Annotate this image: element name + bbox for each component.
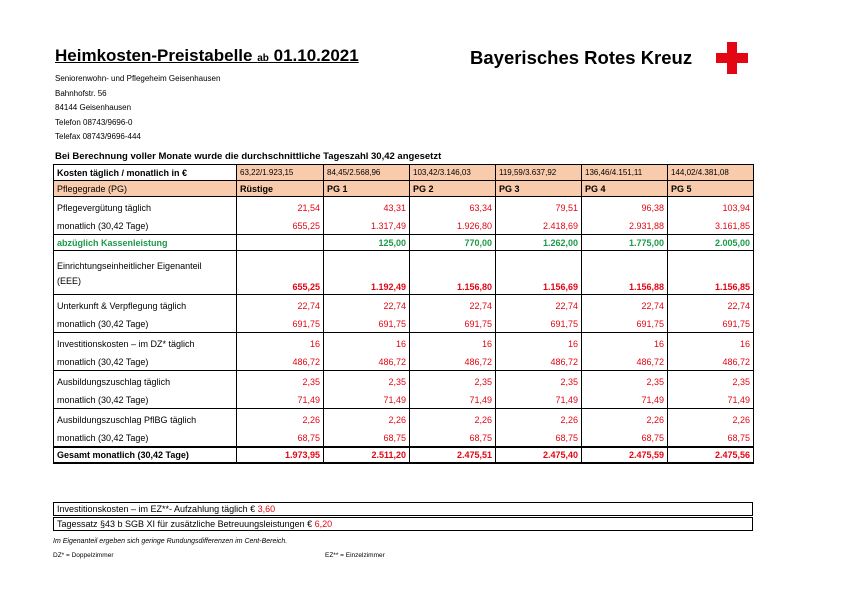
ez-surcharge-row: Investitionskosten – im EZ**- Aufzahlung täglich € 3,60 (53, 502, 753, 516)
table-cell: 2,35 (582, 371, 668, 393)
rounding-note: Im Eigenanteil ergeben sich geringe Rundungsdifferenzen im Cent-Bereich. (53, 538, 288, 545)
address-block (55, 72, 220, 145)
table-cell: 63,34 (410, 197, 496, 219)
table-cell: 2,35 (410, 371, 496, 393)
row-label: Pflegegrade (PG) (54, 181, 237, 197)
table-cell: 486,72 (582, 355, 668, 371)
row-label: Unterkunft & Verpflegung täglich (54, 295, 237, 317)
eee-label-sub: (EEE) (57, 275, 82, 286)
table-cell: 770,00 (410, 235, 496, 251)
table-cell: 71,49 (582, 393, 668, 409)
table-cell: 136,46/4.151,11 (582, 165, 668, 181)
table-cell: 2,35 (496, 371, 582, 393)
table-cell: 1.317,49 (324, 219, 410, 235)
ausb-monthly-row (54, 393, 754, 409)
kasse-row (54, 235, 754, 251)
table-cell: 691,75 (324, 317, 410, 333)
table-cell: 1.775,00 (582, 235, 668, 251)
table-cell: PG 3 (496, 181, 582, 197)
table-cell: 2,26 (324, 409, 410, 431)
table-cell: PG 1 (324, 181, 410, 197)
row-label: abzüglich Kassenleistung (54, 235, 237, 251)
table-cell: 84,45/2.568,96 (324, 165, 410, 181)
table-cell: 2.931,88 (582, 219, 668, 235)
table-cell: 68,75 (410, 431, 496, 447)
table-cell: 1.156,88 (582, 251, 668, 295)
table-cell: 68,75 (324, 431, 410, 447)
table-cell: 691,75 (668, 317, 754, 333)
calculation-note: Bei Berechnung voller Monate wurde die durchschnittliche Tageszahl 30,42 angesetzt (55, 151, 442, 162)
table-cell (237, 235, 324, 251)
table-cell: 71,49 (410, 393, 496, 409)
address-line: Bahnhofstr. 56 (55, 88, 107, 98)
table-cell: 1.156,80 (410, 251, 496, 295)
cost-header-row (54, 165, 754, 181)
table-cell: 22,74 (324, 295, 410, 317)
table-cell: 22,74 (496, 295, 582, 317)
table-cell: 2.418,69 (496, 219, 582, 235)
table-cell: 2.475,59 (582, 447, 668, 463)
row-label: Ausbildungszuschlag PflBG täglich (54, 409, 237, 431)
uv-monthly-row (54, 317, 754, 333)
table-cell: 2,26 (237, 409, 324, 431)
total-row (54, 447, 754, 463)
table-cell: 16 (668, 333, 754, 355)
row-label: Pflegevergütung täglich (54, 197, 237, 219)
table-cell: 16 (582, 333, 668, 355)
table-cell: 2,26 (496, 409, 582, 431)
table-cell: 2.475,56 (668, 447, 754, 463)
inv-daily-row (54, 333, 754, 355)
table-cell: 144,02/4.381,08 (668, 165, 754, 181)
table-cell: 22,74 (668, 295, 754, 317)
table-cell: 691,75 (410, 317, 496, 333)
table-cell: 486,72 (496, 355, 582, 371)
table-cell: 16 (324, 333, 410, 355)
table-cell: 68,75 (237, 431, 324, 447)
table-cell: 68,75 (496, 431, 582, 447)
address-line: Telefon 08743/9696-0 (55, 117, 133, 127)
table-cell: 119,59/3.637,92 (496, 165, 582, 181)
table-cell: 655,25 (237, 251, 324, 295)
table-cell: 103,94 (668, 197, 754, 219)
table-cell: 691,75 (582, 317, 668, 333)
table-cell: 486,72 (668, 355, 754, 371)
table-cell: Rüstige (237, 181, 324, 197)
table-cell: 2,26 (668, 409, 754, 431)
table-cell: 2,26 (410, 409, 496, 431)
row-label: Ausbildungszuschlag täglich (54, 371, 237, 393)
address-line: Telefax 08743/9696-444 (55, 132, 141, 141)
table-cell: 71,49 (668, 393, 754, 409)
table-cell: 2.475,40 (496, 447, 582, 463)
table-cell: 2.475,51 (410, 447, 496, 463)
table-cell: 16 (410, 333, 496, 355)
price-table (53, 164, 754, 464)
table-cell: 103,42/3.146,03 (410, 165, 496, 181)
table-cell: 68,75 (582, 431, 668, 447)
table-cell: 691,75 (496, 317, 582, 333)
table-cell: 71,49 (237, 393, 324, 409)
red-cross-logo (716, 42, 748, 74)
table-cell: 22,74 (237, 295, 324, 317)
table-cell: 486,72 (324, 355, 410, 371)
row-label: monatlich (30,42 Tage) (54, 431, 237, 447)
row-label: Kosten täglich / monatlich in € (54, 165, 237, 181)
pflbg-daily-row (54, 409, 754, 431)
address-line: 84144 Geisenhausen (55, 103, 132, 112)
table-cell: 486,72 (237, 355, 324, 371)
eee-row (54, 251, 754, 295)
table-cell: 71,49 (496, 393, 582, 409)
table-cell: 16 (237, 333, 324, 355)
page-title: Heimkosten-Preistabelle ab 01.10.2021 (55, 46, 359, 65)
row-label: monatlich (30,42 Tage) (54, 393, 237, 409)
table-cell: 691,75 (237, 317, 324, 333)
table-cell: 16 (496, 333, 582, 355)
table-cell: 22,74 (582, 295, 668, 317)
row-label: monatlich (30,42 Tage) (54, 317, 237, 333)
table-cell: PG 2 (410, 181, 496, 197)
table-cell: 96,38 (582, 197, 668, 219)
table-cell: 63,22/1.923,15 (237, 165, 324, 181)
row-label: Investitionskosten – im DZ* täglich (54, 333, 237, 355)
pflege-daily-row (54, 197, 754, 219)
table-cell: 1.973,95 (237, 447, 324, 463)
row-label: monatlich (30,42 Tage) (54, 219, 237, 235)
ez-legend: EZ** = Einzelzimmer (325, 552, 385, 559)
dz-legend: DZ* = Doppelzimmer (53, 552, 114, 559)
table-cell: 2.005,00 (668, 235, 754, 251)
eee-label: Einrichtungseinheitlicher Eigenanteil (57, 260, 202, 271)
table-cell: 2,35 (324, 371, 410, 393)
table-cell: 22,74 (410, 295, 496, 317)
table-cell: 2,35 (668, 371, 754, 393)
table-cell: 1.926,80 (410, 219, 496, 235)
table-cell: 21,54 (237, 197, 324, 219)
table-cell: 486,72 (410, 355, 496, 371)
table-cell: 71,49 (324, 393, 410, 409)
table-cell: 2,35 (237, 371, 324, 393)
inv-monthly-row (54, 355, 754, 371)
row-label (54, 251, 237, 295)
table-cell: PG 5 (668, 181, 754, 197)
pflege-monthly-row (54, 219, 754, 235)
address-line: Seniorenwohn- und Pflegeheim Geisenhausen (55, 74, 221, 83)
row-label: Gesamt monatlich (30,42 Tage) (54, 447, 237, 463)
table-cell: 1.192,49 (324, 251, 410, 295)
table-cell: 1.156,85 (668, 251, 754, 295)
tagessatz-row: Tagessatz §43 b SGB XI für zusätzliche Betreuungsleistungen € 6,20 (53, 517, 753, 531)
table-cell: 68,75 (668, 431, 754, 447)
brand-name: Bayerisches Rotes Kreuz (470, 47, 693, 68)
row-label: monatlich (30,42 Tage) (54, 355, 237, 371)
table-cell: 3.161,85 (668, 219, 754, 235)
table-cell: 43,31 (324, 197, 410, 219)
table-cell: 1.156,69 (496, 251, 582, 295)
table-cell: 79,51 (496, 197, 582, 219)
uv-daily-row (54, 295, 754, 317)
table-cell: 1.262,00 (496, 235, 582, 251)
pflbg-monthly-row (54, 431, 754, 447)
ausb-daily-row (54, 371, 754, 393)
pg-header-row (54, 181, 754, 197)
table-cell: 2.511,20 (324, 447, 410, 463)
table-cell: 2,26 (582, 409, 668, 431)
table-cell: PG 4 (582, 181, 668, 197)
table-cell: 125,00 (324, 235, 410, 251)
table-cell: 655,25 (237, 219, 324, 235)
